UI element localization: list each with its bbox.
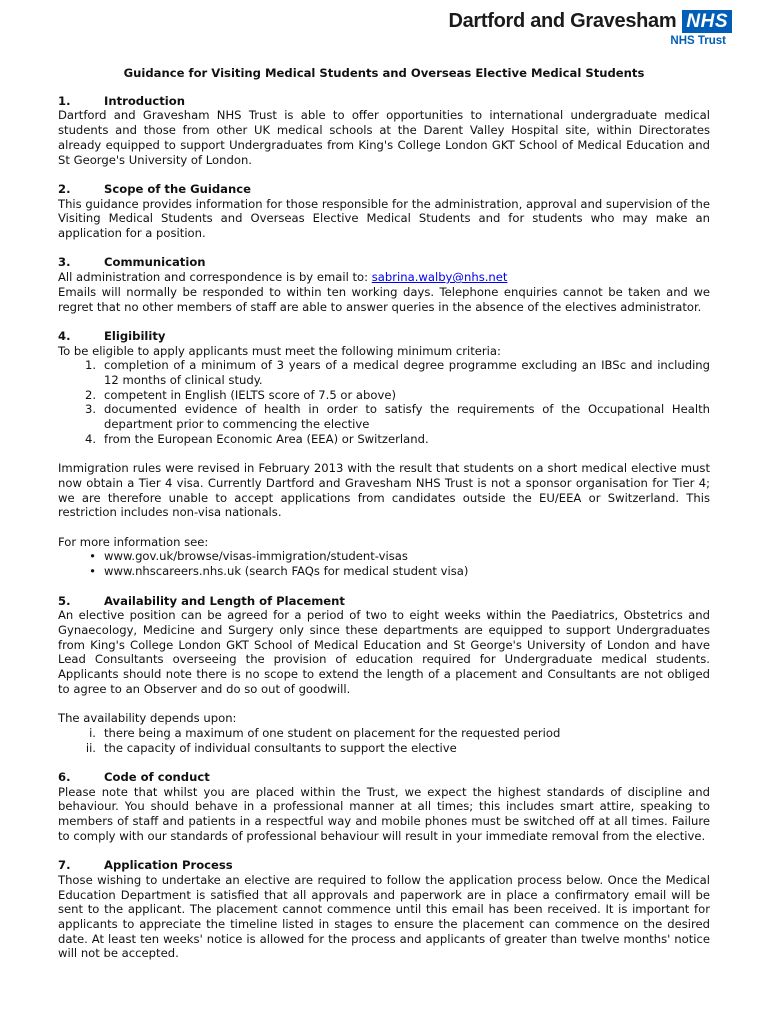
list-marker: 2. (84, 387, 96, 402)
section-heading-application (58, 858, 710, 873)
list-item (58, 388, 710, 403)
eligibility-intro: To be eligible to apply applicants must meet the following minimum criteria: (58, 343, 501, 358)
section-title: Code of conduct (104, 769, 210, 784)
section-heading-scope (58, 182, 710, 197)
section-heading-communication (58, 255, 710, 270)
list-item (58, 402, 710, 431)
section-heading-eligibility (58, 329, 710, 344)
section-title: Scope of the Guidance (104, 181, 251, 196)
depends-list (58, 726, 710, 755)
communication-prefix: All administration and correspondence is by email to: (58, 270, 372, 285)
section-title: Application Process (104, 858, 233, 873)
bullet-icon: • (89, 564, 96, 579)
section-number: 4. (58, 328, 71, 343)
section-title: Communication (104, 255, 206, 270)
email-link[interactable]: sabrina.walby@nhs.net (371, 270, 508, 285)
list-item (58, 564, 710, 579)
introduction-paragraph: Dartford and Gravesham NHS Trust is able to offer opportunities to international undergraduate medical students and those from other UK medical schools at the Darent Valley Hospital site, within Directorates already equipped to support Undergraduates from King's College London GKT School of Medical Education and St George's University of London. (58, 108, 710, 167)
link-text[interactable]: www.nhscareers.nhs.uk (search FAQs for medical student visa) (104, 564, 469, 579)
section-heading-introduction (58, 94, 710, 109)
section-number: 6. (58, 769, 71, 784)
section-title: Eligibility (104, 328, 166, 343)
more-info-label: For more information see: (58, 534, 209, 549)
section-title: Availability and Length of Placement (104, 593, 345, 608)
document-title: Guidance for Visiting Medical Students and Overseas Elective Medical Students (123, 66, 645, 80)
conduct-paragraph: Please note that whilst you are placed within the Trust, we expect the highest standards of discipline and behaviour. You should behave in a professional manner at all times; this includes smart attire, speaking to members of staff and patients in a respectful way and mobile phones must be switched off at all times. Failure to comply with our standards of professional behaviour will result in your immediate removal from the elective. (58, 784, 710, 843)
trust-label: NHS Trust (670, 35, 726, 47)
list-text: documented evidence of health in order to satisfy the requirements of the Occupational Health department prior to commencing the elective (104, 402, 710, 432)
list-item (58, 432, 710, 447)
section-heading-availability (58, 594, 710, 609)
list-item (58, 741, 710, 756)
nhs-logo: NHS (682, 10, 732, 33)
immigration-paragraph: Immigration rules were revised in February 2013 with the result that students on a short medical elective must now obtain a Tier 4 visa. Currently Dartford and Gravesham NHS Trust is not a sponsor organisation for Tier 4; we are therefore unable to accept applications from candidates outside the EU/EEA or Switzerland. This restriction includes non-visa nationals. (58, 461, 710, 520)
list-item (58, 726, 710, 741)
criteria-list (58, 358, 710, 446)
availability-paragraph: An elective position can be agreed for a period of two to eight weeks within the Paediatrics, Obstetrics and Gynaecology, Medicine and Surgery only since these departments are equipped to support Undergraduates from King's College London GKT School of Medical Education and St George's University of London and have Lead Consultants overseeing the provision of education required for Undergraduate medical students. Applicants should note there is no scope to extend the length of a placement and Consultants are not obliged to agree to an Observer and do so out of goodwill. (58, 608, 710, 696)
list-text: there being a maximum of one student on placement for the requested period (104, 725, 561, 740)
list-marker: 3. (84, 402, 96, 417)
org-name: Dartford and Gravesham (448, 10, 677, 32)
section-title: Introduction (104, 93, 185, 108)
section-heading-conduct (58, 770, 710, 785)
document-body (58, 66, 710, 961)
list-item (58, 549, 710, 564)
section-number: 1. (58, 93, 71, 108)
links-list (58, 549, 710, 578)
section-number: 3. (58, 255, 71, 270)
section-number: 5. (58, 593, 71, 608)
bullet-icon: • (89, 549, 96, 564)
response-time-paragraph: Emails will normally be responded to within ten working days. Telephone enquiries cannot be taken and we regret that no other members of staff are able to answer queries in the absence of the electives administrator. (58, 284, 710, 314)
depends-label: The availability depends upon: (58, 711, 237, 726)
application-paragraph: Those wishing to undertake an elective are required to follow the application process below. Once the Medical Education Department is satisfied that all approvals and paperwork are in place a confirmatory email will be sent to the applicant. The placement cannot commence until this email has been received. It is important for applicants to appreciate the timeline listed in stages to ensure the placement can commence on the desired date. At least ten weeks' notice is allowed for the process and applicants of greater than twelve months' notice will not be accepted. (58, 872, 710, 961)
trust-header (448, 10, 732, 47)
list-marker: ii. (85, 740, 96, 755)
scope-paragraph: This guidance provides information for those responsible for the administration, approval and supervision of the Visiting Medical Students and Overseas Elective Medical Students and for students who may make an application for a position. (58, 196, 710, 241)
section-number: 7. (58, 858, 71, 873)
list-text: from the European Economic Area (EEA) or Switzerland. (104, 431, 429, 446)
link-text[interactable]: www.gov.uk/browse/visas-immigration/student-visas (104, 549, 408, 564)
list-marker: i. (89, 725, 96, 740)
list-marker: 4. (84, 431, 96, 446)
list-item (58, 358, 710, 387)
list-marker: 1. (84, 358, 96, 373)
communication-paragraph (58, 270, 710, 285)
list-text: competent in English (IELTS score of 7.5 or above) (104, 387, 397, 402)
list-text: completion of a minimum of 3 years of a medical degree programme excluding an IBSc and including 12 months of clinical study. (104, 358, 710, 388)
list-text: the capacity of individual consultants to support the elective (104, 740, 457, 755)
section-number: 2. (58, 181, 71, 196)
